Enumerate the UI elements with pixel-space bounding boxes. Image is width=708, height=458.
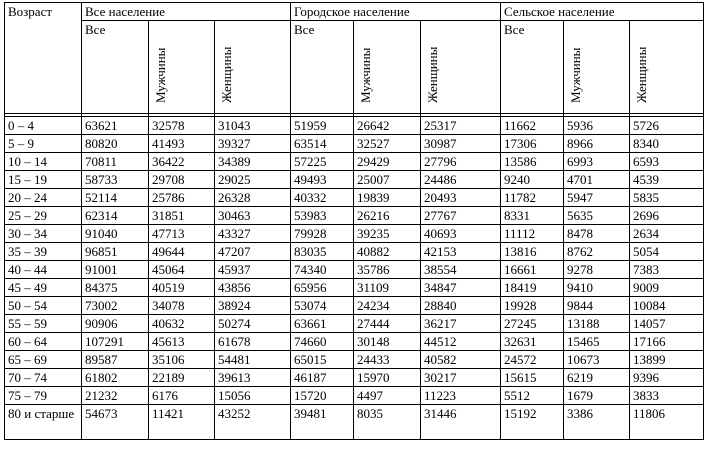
value-cell-urban-all: 83035 (291, 243, 354, 261)
value-cell-rural-men: 9844 (564, 297, 630, 315)
table-row (5, 351, 704, 369)
value-cell-rural-all: 15615 (501, 369, 564, 387)
header-row-groups (5, 3, 704, 21)
value-cell-total-men: 41493 (149, 135, 215, 153)
value-cell-total-women: 50274 (215, 315, 291, 333)
value-cell-rural-women: 5054 (630, 243, 704, 261)
value-cell-total-all: 96851 (82, 243, 149, 261)
table-row (5, 189, 704, 207)
value-cell-rural-men: 3386 (564, 405, 630, 440)
value-cell-urban-all: 65956 (291, 279, 354, 297)
header-age: Возраст (5, 3, 82, 114)
age-cell: 75 – 79 (5, 387, 82, 405)
value-cell-total-men: 35106 (149, 351, 215, 369)
value-cell-total-women: 61678 (215, 333, 291, 351)
value-cell-rural-all: 8331 (501, 207, 564, 225)
value-cell-total-all: 63621 (82, 117, 149, 135)
header-rural-men-label: Мужчины (568, 47, 584, 103)
value-cell-urban-men: 25007 (354, 171, 421, 189)
value-cell-rural-men: 6993 (564, 153, 630, 171)
age-cell: 30 – 34 (5, 225, 82, 243)
value-cell-urban-men: 26642 (354, 117, 421, 135)
value-cell-rural-women: 8340 (630, 135, 704, 153)
value-cell-total-women: 39327 (215, 135, 291, 153)
value-cell-rural-men: 8966 (564, 135, 630, 153)
value-cell-rural-all: 19928 (501, 297, 564, 315)
value-cell-total-all: 73002 (82, 297, 149, 315)
value-cell-urban-men: 19839 (354, 189, 421, 207)
value-cell-rural-all: 18419 (501, 279, 564, 297)
value-cell-rural-women: 9396 (630, 369, 704, 387)
header-rural-men (564, 21, 630, 114)
value-cell-rural-men: 6219 (564, 369, 630, 387)
value-cell-rural-all: 17306 (501, 135, 564, 153)
value-cell-rural-women: 4539 (630, 171, 704, 189)
value-cell-rural-women: 2696 (630, 207, 704, 225)
value-cell-total-women: 30463 (215, 207, 291, 225)
table-row (5, 207, 704, 225)
value-cell-total-all: 62314 (82, 207, 149, 225)
value-cell-urban-all: 74660 (291, 333, 354, 351)
header-urban-men (354, 21, 421, 114)
value-cell-rural-women: 17166 (630, 333, 704, 351)
value-cell-urban-men: 31109 (354, 279, 421, 297)
value-cell-urban-all: 15720 (291, 387, 354, 405)
value-cell-urban-men: 30148 (354, 333, 421, 351)
value-cell-total-men: 31851 (149, 207, 215, 225)
value-cell-total-all: 54673 (82, 405, 149, 440)
header-total-men (149, 21, 215, 114)
value-cell-urban-all: 63514 (291, 135, 354, 153)
value-cell-urban-men: 39235 (354, 225, 421, 243)
value-cell-urban-women: 27767 (421, 207, 501, 225)
value-cell-rural-women: 11806 (630, 405, 704, 440)
value-cell-urban-women: 34847 (421, 279, 501, 297)
table-row (5, 369, 704, 387)
value-cell-urban-men: 24433 (354, 351, 421, 369)
value-cell-rural-all: 9240 (501, 171, 564, 189)
value-cell-urban-all: 46187 (291, 369, 354, 387)
age-cell: 15 – 19 (5, 171, 82, 189)
header-row-sub (5, 21, 704, 114)
value-cell-total-men: 6176 (149, 387, 215, 405)
value-cell-total-men: 25786 (149, 189, 215, 207)
value-cell-urban-men: 4497 (354, 387, 421, 405)
value-cell-rural-all: 11112 (501, 225, 564, 243)
value-cell-total-all: 80820 (82, 135, 149, 153)
value-cell-total-all: 107291 (82, 333, 149, 351)
header-group-rural: Сельское население (501, 3, 704, 21)
value-cell-rural-men: 13188 (564, 315, 630, 333)
value-cell-rural-all: 11662 (501, 117, 564, 135)
value-cell-urban-all: 53074 (291, 297, 354, 315)
value-cell-urban-men: 15970 (354, 369, 421, 387)
value-cell-rural-women: 9009 (630, 279, 704, 297)
age-cell: 60 – 64 (5, 333, 82, 351)
value-cell-total-men: 34078 (149, 297, 215, 315)
age-cell: 0 – 4 (5, 117, 82, 135)
value-cell-urban-all: 40332 (291, 189, 354, 207)
value-cell-total-women: 47207 (215, 243, 291, 261)
value-cell-total-all: 58733 (82, 171, 149, 189)
value-cell-urban-men: 35786 (354, 261, 421, 279)
table-row (5, 153, 704, 171)
table-row (5, 333, 704, 351)
value-cell-total-women: 15056 (215, 387, 291, 405)
value-cell-total-all: 70811 (82, 153, 149, 171)
header-group-total: Все население (82, 3, 291, 21)
value-cell-rural-men: 5635 (564, 207, 630, 225)
value-cell-urban-women: 30987 (421, 135, 501, 153)
value-cell-urban-women: 40582 (421, 351, 501, 369)
value-cell-rural-women: 5726 (630, 117, 704, 135)
value-cell-total-men: 11421 (149, 405, 215, 440)
value-cell-total-all: 84375 (82, 279, 149, 297)
value-cell-urban-all: 39481 (291, 405, 354, 440)
table-row (5, 405, 704, 440)
value-cell-total-men: 40632 (149, 315, 215, 333)
value-cell-rural-all: 24572 (501, 351, 564, 369)
table-row (5, 387, 704, 405)
value-cell-urban-all: 53983 (291, 207, 354, 225)
value-cell-rural-men: 8478 (564, 225, 630, 243)
header-urban-men-label: Мужчины (358, 47, 373, 103)
value-cell-total-all: 90906 (82, 315, 149, 333)
value-cell-total-all: 61802 (82, 369, 149, 387)
value-cell-rural-men: 10673 (564, 351, 630, 369)
value-cell-rural-all: 11782 (501, 189, 564, 207)
age-cell: 20 – 24 (5, 189, 82, 207)
value-cell-rural-all: 16661 (501, 261, 564, 279)
value-cell-total-women: 38924 (215, 297, 291, 315)
table-row (5, 315, 704, 333)
value-cell-urban-men: 32527 (354, 135, 421, 153)
table-row (5, 243, 704, 261)
header-urban-women (421, 21, 501, 114)
value-cell-total-all: 52114 (82, 189, 149, 207)
value-cell-urban-women: 42153 (421, 243, 501, 261)
age-cell: 50 – 54 (5, 297, 82, 315)
value-cell-urban-men: 24234 (354, 297, 421, 315)
value-cell-rural-all: 13816 (501, 243, 564, 261)
value-cell-total-women: 29025 (215, 171, 291, 189)
value-cell-rural-women: 13899 (630, 351, 704, 369)
value-cell-total-women: 31043 (215, 117, 291, 135)
value-cell-urban-women: 44512 (421, 333, 501, 351)
age-cell: 70 – 74 (5, 369, 82, 387)
value-cell-urban-all: 51959 (291, 117, 354, 135)
header-rural-all: Все (501, 21, 564, 114)
header-urban-women-label: Женщины (425, 46, 440, 103)
table-body (5, 3, 704, 440)
value-cell-urban-all: 57225 (291, 153, 354, 171)
age-cell: 40 – 44 (5, 261, 82, 279)
value-cell-total-women: 45937 (215, 261, 291, 279)
value-cell-rural-men: 9410 (564, 279, 630, 297)
value-cell-rural-men: 8762 (564, 243, 630, 261)
age-cell: 80 и старше (5, 405, 82, 440)
header-urban-all: Все (291, 21, 354, 114)
value-cell-urban-women: 30217 (421, 369, 501, 387)
value-cell-urban-women: 28840 (421, 297, 501, 315)
value-cell-urban-women: 24486 (421, 171, 501, 189)
value-cell-total-women: 43327 (215, 225, 291, 243)
value-cell-rural-women: 5835 (630, 189, 704, 207)
value-cell-total-all: 91040 (82, 225, 149, 243)
value-cell-total-men: 45064 (149, 261, 215, 279)
table-row (5, 117, 704, 135)
value-cell-rural-women: 7383 (630, 261, 704, 279)
value-cell-rural-women: 10084 (630, 297, 704, 315)
population-table (4, 2, 704, 440)
value-cell-rural-men: 5936 (564, 117, 630, 135)
value-cell-total-men: 40519 (149, 279, 215, 297)
value-cell-urban-women: 31446 (421, 405, 501, 440)
value-cell-total-women: 43856 (215, 279, 291, 297)
value-cell-total-men: 36422 (149, 153, 215, 171)
value-cell-rural-men: 5947 (564, 189, 630, 207)
value-cell-urban-men: 26216 (354, 207, 421, 225)
table-row (5, 261, 704, 279)
value-cell-urban-women: 36217 (421, 315, 501, 333)
value-cell-rural-men: 4701 (564, 171, 630, 189)
value-cell-total-women: 39613 (215, 369, 291, 387)
age-cell: 35 – 39 (5, 243, 82, 261)
value-cell-urban-men: 27444 (354, 315, 421, 333)
value-cell-rural-men: 9278 (564, 261, 630, 279)
header-rural-women (630, 21, 704, 114)
value-cell-total-women: 43252 (215, 405, 291, 440)
value-cell-total-all: 91001 (82, 261, 149, 279)
value-cell-rural-all: 27245 (501, 315, 564, 333)
value-cell-rural-all: 5512 (501, 387, 564, 405)
value-cell-total-men: 49644 (149, 243, 215, 261)
age-cell: 65 – 69 (5, 351, 82, 369)
header-group-urban: Городское население (291, 3, 501, 21)
age-cell: 5 – 9 (5, 135, 82, 153)
value-cell-total-women: 54481 (215, 351, 291, 369)
value-cell-total-men: 22189 (149, 369, 215, 387)
value-cell-rural-women: 2634 (630, 225, 704, 243)
age-cell: 45 – 49 (5, 279, 82, 297)
table-row (5, 225, 704, 243)
value-cell-urban-all: 74340 (291, 261, 354, 279)
value-cell-total-all: 89587 (82, 351, 149, 369)
value-cell-urban-men: 29429 (354, 153, 421, 171)
value-cell-total-women: 26328 (215, 189, 291, 207)
value-cell-total-men: 32578 (149, 117, 215, 135)
value-cell-urban-all: 63661 (291, 315, 354, 333)
age-cell: 25 – 29 (5, 207, 82, 225)
value-cell-rural-men: 1679 (564, 387, 630, 405)
value-cell-total-men: 47713 (149, 225, 215, 243)
value-cell-urban-women: 11223 (421, 387, 501, 405)
table-row (5, 171, 704, 189)
value-cell-rural-men: 15465 (564, 333, 630, 351)
table-row (5, 297, 704, 315)
header-rural-women-label: Женщины (634, 46, 650, 103)
value-cell-urban-all: 49493 (291, 171, 354, 189)
value-cell-rural-women: 3833 (630, 387, 704, 405)
value-cell-urban-women: 38554 (421, 261, 501, 279)
value-cell-rural-women: 14057 (630, 315, 704, 333)
value-cell-urban-all: 79928 (291, 225, 354, 243)
value-cell-total-men: 45613 (149, 333, 215, 351)
age-cell: 10 – 14 (5, 153, 82, 171)
value-cell-urban-all: 65015 (291, 351, 354, 369)
header-total-men-label: Мужчины (153, 47, 168, 103)
value-cell-urban-women: 25317 (421, 117, 501, 135)
table-row (5, 279, 704, 297)
value-cell-rural-all: 13586 (501, 153, 564, 171)
value-cell-urban-women: 20493 (421, 189, 501, 207)
value-cell-total-all: 21232 (82, 387, 149, 405)
value-cell-rural-women: 6593 (630, 153, 704, 171)
value-cell-rural-all: 32631 (501, 333, 564, 351)
value-cell-urban-women: 27796 (421, 153, 501, 171)
value-cell-total-men: 29708 (149, 171, 215, 189)
value-cell-urban-men: 8035 (354, 405, 421, 440)
value-cell-total-women: 34389 (215, 153, 291, 171)
header-total-women (215, 21, 291, 114)
value-cell-urban-men: 40882 (354, 243, 421, 261)
header-total-all: Все (82, 21, 149, 114)
table-row (5, 135, 704, 153)
value-cell-urban-women: 40693 (421, 225, 501, 243)
age-cell: 55 – 59 (5, 315, 82, 333)
header-total-women-label: Женщины (219, 46, 234, 103)
value-cell-rural-all: 15192 (501, 405, 564, 440)
